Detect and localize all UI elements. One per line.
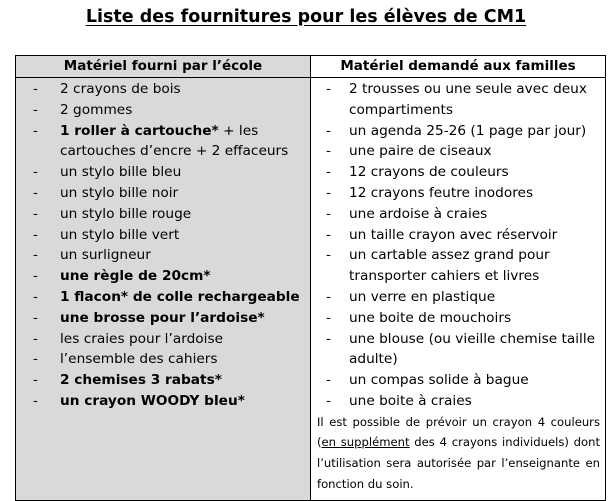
bullet-dash: - bbox=[33, 372, 38, 389]
list-item bbox=[16, 391, 310, 412]
item-text: + les cartouches d’encre + 2 effaceurs bbox=[60, 122, 289, 160]
page-title: Liste des fournitures pour les élèves de CM1 bbox=[85, 7, 527, 27]
list-item bbox=[311, 79, 605, 121]
bullet-dash: - bbox=[326, 288, 331, 305]
bullet-dash: - bbox=[326, 184, 331, 201]
item-text: une boite de mouchoirs bbox=[349, 309, 512, 326]
bullet-dash: - bbox=[326, 81, 331, 97]
item-text: un surligneur bbox=[60, 247, 151, 264]
supplies-table bbox=[15, 55, 606, 501]
header-school-supplied: Matériel fourni par l’école bbox=[16, 56, 311, 78]
bullet-dash: - bbox=[326, 205, 331, 222]
item-text: un cartable assez grand pour transporter cahiers et livres bbox=[349, 247, 550, 285]
list-item bbox=[16, 225, 310, 246]
bullet-dash: - bbox=[326, 164, 331, 181]
bullet-dash: - bbox=[33, 288, 38, 305]
bullet-dash: - bbox=[33, 247, 38, 264]
list-item bbox=[311, 370, 605, 391]
bullet-dash: - bbox=[33, 309, 38, 326]
list-item bbox=[16, 287, 310, 308]
list-item bbox=[311, 245, 605, 287]
bullet-dash: - bbox=[326, 392, 331, 409]
item-text: un agenda 25-26 (1 page par jour) bbox=[349, 122, 587, 139]
bullet-dash: - bbox=[326, 372, 331, 389]
bullet-dash: - bbox=[33, 81, 38, 97]
list-item bbox=[16, 204, 310, 225]
header-family-requested: Matériel demandé aux familles bbox=[311, 56, 606, 78]
list-item bbox=[16, 121, 310, 163]
bullet-dash: - bbox=[33, 226, 38, 243]
list-item bbox=[16, 266, 310, 287]
list-item bbox=[16, 308, 310, 329]
family-requested-list bbox=[311, 78, 605, 412]
bullet-dash: - bbox=[33, 351, 38, 368]
item-text: un compas solide à bague bbox=[349, 372, 529, 389]
bullet-dash: - bbox=[326, 330, 331, 347]
list-item bbox=[311, 141, 605, 162]
item-bold-text: 1 roller à cartouche* bbox=[60, 122, 219, 139]
list-item bbox=[311, 225, 605, 246]
item-bold-text: un crayon WOODY bleu* bbox=[60, 392, 245, 409]
list-item bbox=[311, 204, 605, 225]
item-text: 2 crayons de bois bbox=[60, 81, 181, 97]
list-item bbox=[16, 329, 310, 350]
item-text: un stylo bille bleu bbox=[60, 164, 182, 181]
list-item bbox=[16, 100, 310, 121]
item-bold-text: 1 flacon* de colle rechargeable bbox=[60, 288, 300, 305]
list-item bbox=[311, 329, 605, 371]
list-item bbox=[16, 349, 310, 370]
bullet-dash: - bbox=[326, 143, 331, 160]
item-text: 2 trousses ou une seule avec deux compartiments bbox=[349, 81, 587, 118]
list-item bbox=[311, 308, 605, 329]
item-text: une paire de ciseaux bbox=[349, 143, 492, 160]
item-bold-text: une brosse pour l’ardoise* bbox=[60, 309, 265, 326]
list-item bbox=[16, 245, 310, 266]
list-item bbox=[311, 162, 605, 183]
school-supplied-column bbox=[16, 78, 311, 501]
bullet-dash: - bbox=[326, 247, 331, 264]
item-text: un stylo bille vert bbox=[60, 226, 180, 243]
item-text: un stylo bille noir bbox=[60, 184, 179, 201]
bullet-dash: - bbox=[33, 184, 38, 201]
list-item bbox=[311, 287, 605, 308]
bullet-dash: - bbox=[326, 309, 331, 326]
family-requested-column bbox=[311, 78, 606, 501]
item-text: 12 crayons feutre inodores bbox=[349, 184, 534, 201]
bullet-dash: - bbox=[326, 122, 331, 139]
bullet-dash: - bbox=[33, 164, 38, 181]
bullet-dash: - bbox=[33, 330, 38, 347]
note-paragraph: Il est possible de prévoir un crayon 4 couleurs (en supplément des 4 crayons individuels) dont l’utilisation sera autorisée par l’enseignante en fonction du soin. bbox=[317, 414, 600, 491]
item-text: une ardoise à craies bbox=[349, 205, 488, 222]
bullet-dash: - bbox=[33, 268, 38, 285]
bullet-dash: - bbox=[33, 122, 38, 139]
item-text: un stylo bille rouge bbox=[60, 205, 192, 222]
bullet-dash: - bbox=[33, 392, 38, 409]
list-item bbox=[16, 79, 310, 100]
bullet-dash: - bbox=[326, 226, 331, 243]
item-text: un taille crayon avec réservoir bbox=[349, 226, 558, 243]
item-text: 12 crayons de couleurs bbox=[349, 164, 509, 181]
table-header-row bbox=[16, 56, 606, 78]
school-supplied-list bbox=[16, 78, 310, 412]
list-item bbox=[311, 391, 605, 412]
item-text: une boite à craies bbox=[349, 392, 472, 409]
list-item bbox=[311, 121, 605, 142]
note-underlined: en supplément bbox=[321, 435, 410, 450]
item-bold-text: une règle de 20cm* bbox=[60, 268, 211, 285]
list-item bbox=[16, 370, 310, 391]
list-item bbox=[16, 162, 310, 183]
list-item bbox=[311, 183, 605, 204]
table-body-row bbox=[16, 78, 606, 501]
bullet-dash: - bbox=[33, 205, 38, 222]
item-text: les craies pour l’ardoise bbox=[60, 330, 224, 347]
item-text: un verre en plastique bbox=[349, 288, 496, 305]
item-bold-text: 2 chemises 3 rabats* bbox=[60, 372, 222, 389]
list-item bbox=[16, 183, 310, 204]
item-text: une blouse (ou vieille chemise taille adulte) bbox=[349, 330, 596, 368]
item-text: l’ensemble des cahiers bbox=[60, 351, 218, 368]
item-text: 2 gommes bbox=[60, 101, 133, 118]
bullet-dash: - bbox=[33, 101, 38, 118]
